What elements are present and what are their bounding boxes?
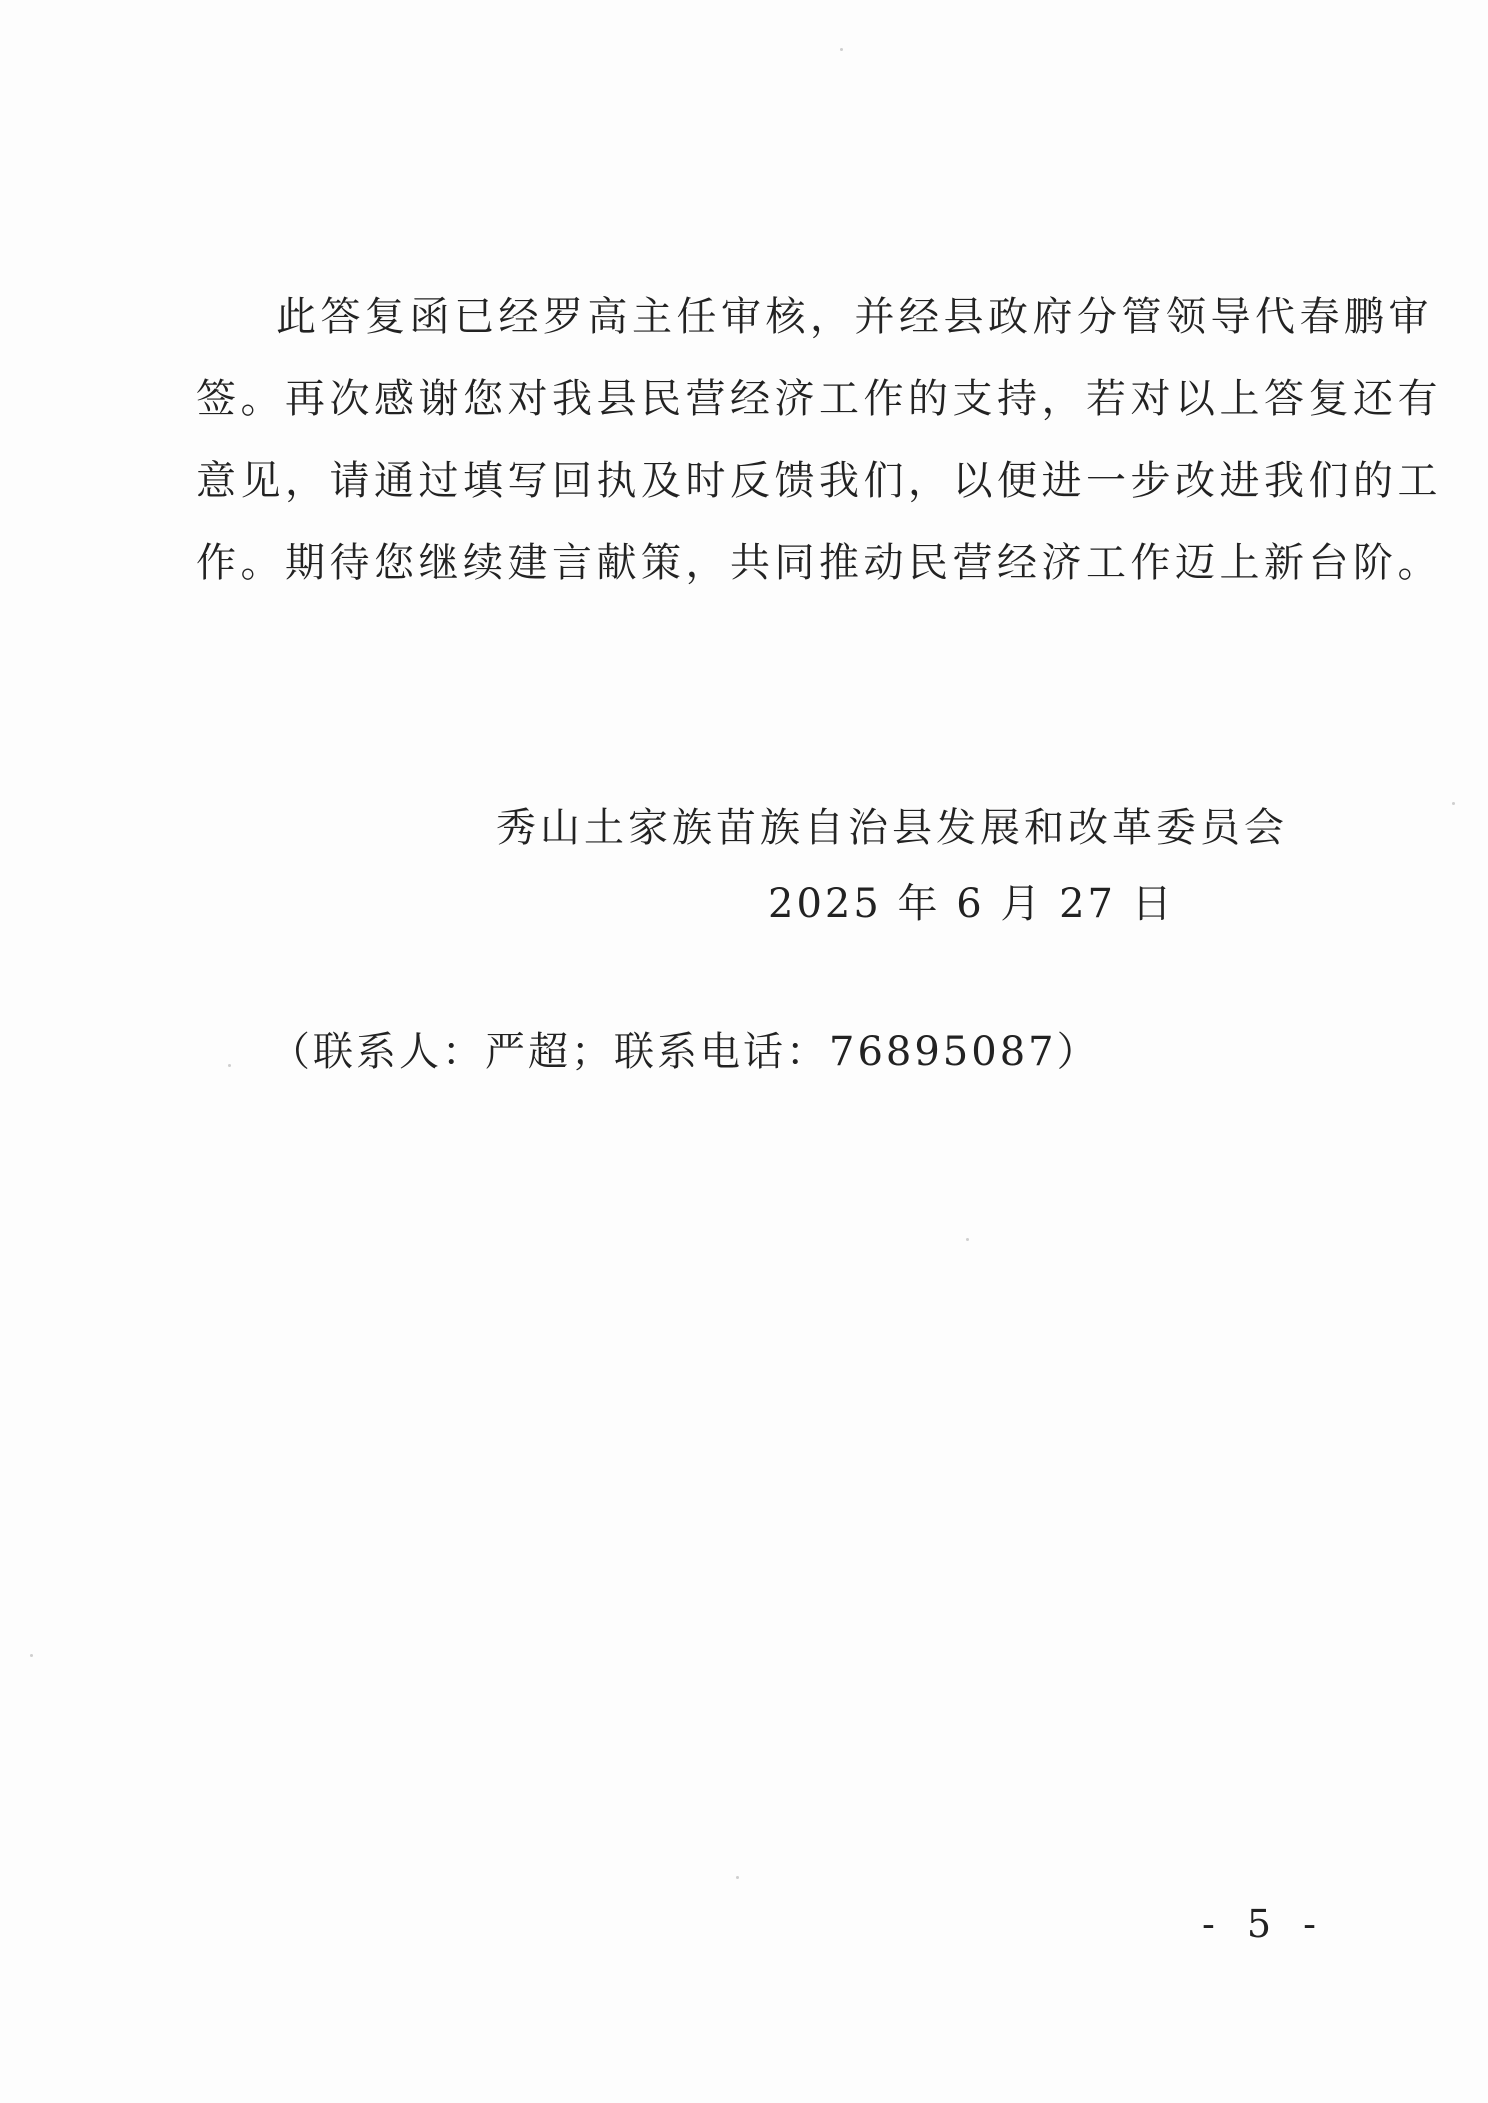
scan-speck xyxy=(1452,802,1455,805)
scan-speck xyxy=(840,48,843,51)
scan-speck xyxy=(30,1654,33,1657)
page-number: - 5 - xyxy=(1202,1902,1327,1946)
body-line-4: 作。期待您继续建言献策，共同推动民营经济工作迈上新台阶。 xyxy=(196,540,1442,586)
scan-speck xyxy=(736,1876,739,1879)
signature-organization: 秀山土家族苗族自治县发展和改革委员会 xyxy=(496,805,1288,851)
body-paragraph xyxy=(196,276,1442,604)
scan-speck xyxy=(966,1238,969,1241)
scan-speck xyxy=(228,1064,231,1067)
body-line-3: 意见，请通过填写回执及时反馈我们，以便进一步改进我们的工 xyxy=(196,458,1442,504)
signature-date: 2025 年 6 月 27 日 xyxy=(768,881,1175,927)
body-line-1: 此答复函已经罗高主任审核，并经县政府分管领导代春鹏审 xyxy=(276,294,1433,340)
body-line-2: 签。再次感谢您对我县民营经济工作的支持，若对以上答复还有 xyxy=(196,376,1442,422)
contact-info: （联系人：严超；联系电话：76895087） xyxy=(270,1029,1100,1075)
